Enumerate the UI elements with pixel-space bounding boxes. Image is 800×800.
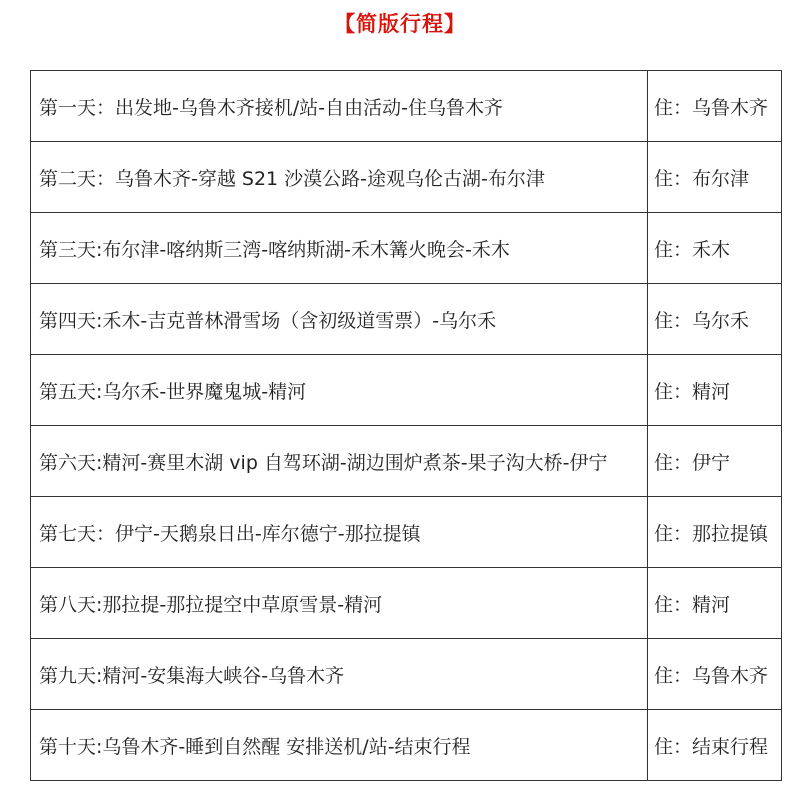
stay-cell: 住：伊宁 xyxy=(648,426,782,497)
route-cell: 第九天:精河-安集海大峡谷-乌鲁木齐 xyxy=(31,639,648,710)
itinerary-table xyxy=(30,70,782,781)
table-row xyxy=(31,142,782,213)
table-row xyxy=(31,710,782,781)
table-row xyxy=(31,355,782,426)
stay-cell: 住：乌尔禾 xyxy=(648,284,782,355)
route-cell: 第六天:精河-赛里木湖 vip 自驾环湖-湖边围炉煮茶-果子沟大桥-伊宁 xyxy=(31,426,648,497)
page-title: 【简版行程】 xyxy=(334,12,466,36)
table-row xyxy=(31,639,782,710)
table-row xyxy=(31,284,782,355)
table-row xyxy=(31,497,782,568)
route-cell: 第三天:布尔津-喀纳斯三湾-喀纳斯湖-禾木篝火晚会-禾木 xyxy=(31,213,648,284)
route-cell: 第四天:禾木-吉克普林滑雪场（含初级道雪票）-乌尔禾 xyxy=(31,284,648,355)
stay-cell: 住：结束行程 xyxy=(648,710,782,781)
route-cell: 第一天：出发地-乌鲁木齐接机/站-自由活动-住乌鲁木齐 xyxy=(31,71,648,142)
route-cell: 第七天：伊宁-天鹅泉日出-库尔德宁-那拉提镇 xyxy=(31,497,648,568)
table-row xyxy=(31,213,782,284)
table-row xyxy=(31,71,782,142)
stay-cell: 住：那拉提镇 xyxy=(648,497,782,568)
stay-cell: 住：精河 xyxy=(648,355,782,426)
stay-cell: 住：禾木 xyxy=(648,213,782,284)
route-cell: 第二天：乌鲁木齐-穿越 S21 沙漠公路-途观乌伦古湖-布尔津 xyxy=(31,142,648,213)
route-cell: 第十天:乌鲁木齐-睡到自然醒 安排送机/站-结束行程 xyxy=(31,710,648,781)
route-cell: 第五天:乌尔禾-世界魔鬼城-精河 xyxy=(31,355,648,426)
stay-cell: 住：乌鲁木齐 xyxy=(648,639,782,710)
stay-cell: 住：布尔津 xyxy=(648,142,782,213)
route-cell: 第八天:那拉提-那拉提空中草原雪景-精河 xyxy=(31,568,648,639)
stay-cell: 住：乌鲁木齐 xyxy=(648,71,782,142)
table-row xyxy=(31,568,782,639)
table-row xyxy=(31,426,782,497)
stay-cell: 住：精河 xyxy=(648,568,782,639)
